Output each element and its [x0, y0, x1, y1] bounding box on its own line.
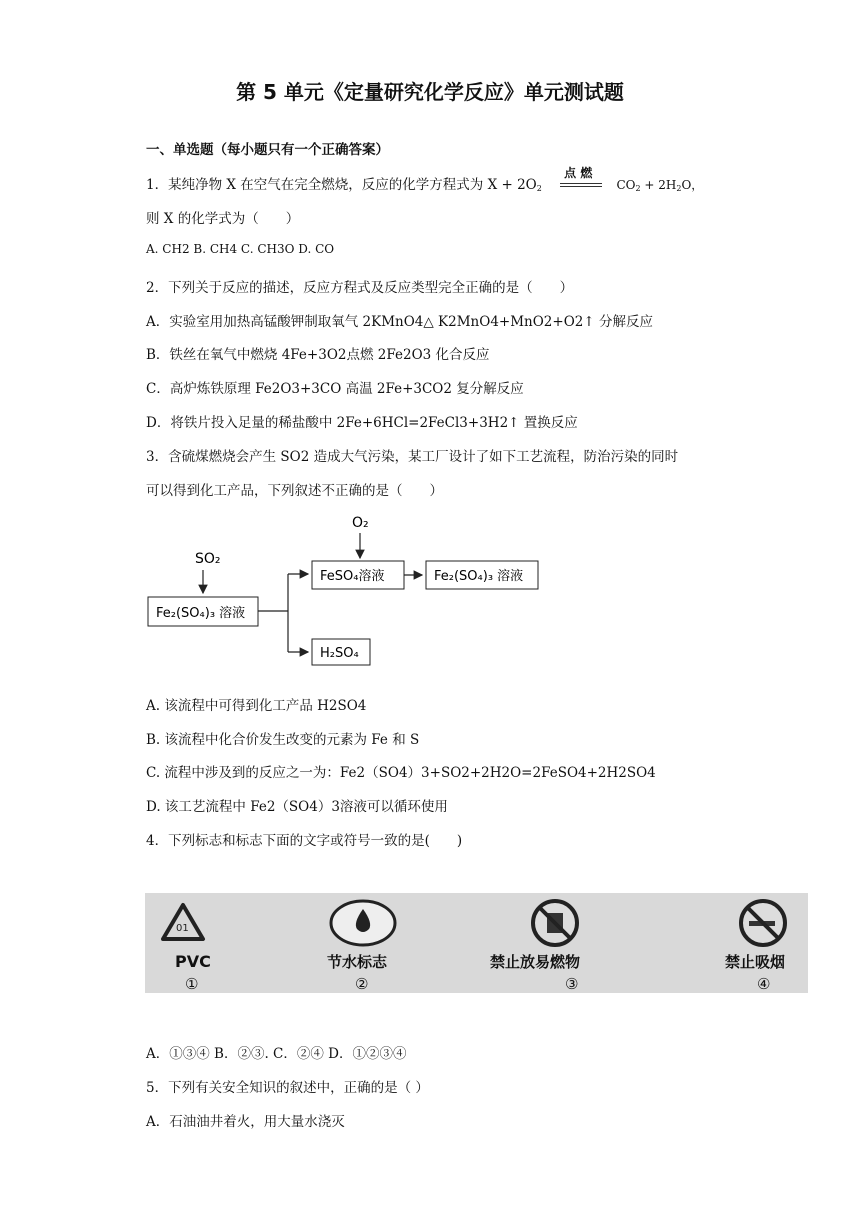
sign-3-number: ③	[565, 975, 579, 993]
question-3-stem-cont: 可以得到化工产品，下列叙述不正确的是（ ）	[146, 483, 443, 499]
question-1-stem-cont: 则 X 的化学式为（ ）	[146, 211, 300, 227]
question-5-stem: 5．下列有关安全知识的叙述中，正确的是（ ）	[146, 1080, 429, 1096]
sign-4-number: ④	[757, 975, 771, 993]
water-drop-icon	[331, 901, 395, 945]
no-flammable-icon	[533, 901, 577, 945]
box-fe2so43-start-label: Fe₂(SO₄)₃ 溶液	[156, 606, 246, 621]
equals-arrow	[560, 183, 602, 187]
sign-4-label: 禁止吸烟	[725, 953, 786, 971]
question-3-option-d: D. 该工艺流程中 Fe2（SO4）3溶液可以循环使用	[146, 799, 448, 815]
question-3-stem: 3．含硫煤燃烧会产生 SO2 造成大气污染，某工厂设计了如下工艺流程，防治污染的同时	[146, 449, 679, 465]
recycle-icon	[163, 905, 203, 939]
question-3-option-c: C. 流程中涉及到的反应之一为：Fe2（SO4）3+SO2+2H2O=2FeSO4+2H2SO4	[146, 765, 656, 781]
reaction-condition: 点 燃	[560, 177, 602, 193]
box-feso4-label: FeSO₄溶液	[320, 569, 385, 584]
so2-label: SO₂	[195, 551, 221, 567]
sign-1-number: ①	[185, 975, 199, 993]
question-5-option-a: A．石油油井着火，用大量水浇灭	[146, 1114, 345, 1130]
question-1-stem: 1．某纯净物 X 在空气在完全燃烧，反应的化学方程式为 $X + 2O_2$ 点 燃 $CO_2 + 2H_2O$，	[146, 166, 704, 193]
question-4-options: A．①③④ B．②③. C．②④ D．①②③④	[146, 1046, 407, 1062]
signs-image	[145, 893, 808, 993]
svg-text:01: 01	[176, 923, 189, 934]
sign-3-label: 禁止放易燃物	[490, 953, 581, 971]
page-title: 第 5 单元《定量研究化学反应》单元测试题	[236, 80, 624, 104]
question-1-options: A. CH2 B. CH4 C. CH3O D. CO	[146, 242, 335, 256]
sign-1-label: PVC	[175, 952, 211, 971]
question-3-option-b: B. 该流程中化合价发生改变的元素为 Fe 和 S	[146, 732, 420, 748]
question-2-option-b: B．铁丝在氧气中燃烧 4Fe+3O2点燃 2Fe2O3 化合反应	[146, 347, 490, 363]
box-fe2so43-end-label: Fe₂(SO₄)₃ 溶液	[434, 569, 524, 584]
question-3-option-a: A. 该流程中可得到化工产品 H2SO4	[146, 698, 367, 714]
question-2-option-d: D．将铁片投入足量的稀盐酸中 2Fe+6HCl=2FeCl3+3H2↑ 置换反应	[146, 415, 578, 431]
question-2-option-c: C．高炉炼铁原理 Fe2O3+3CO 高温 2Fe+3CO2 复分解反应	[146, 381, 524, 397]
process-flow-diagram	[140, 510, 550, 670]
question-2-option-a: A．实验室用加热高锰酸钾制取氧气 2KMnO4△ K2MnO4+MnO2+O2↑ 分解反应	[146, 314, 653, 330]
no-smoking-icon	[741, 901, 785, 945]
box-h2so4-label: H₂SO₄	[320, 646, 359, 661]
sign-2-number: ②	[355, 975, 369, 993]
o2-label: O₂	[352, 515, 369, 531]
section-heading: 一、单选题（每小题只有一个正确答案）	[146, 142, 389, 158]
question-4-stem: 4．下列标志和标志下面的文字或符号一致的是( )	[146, 833, 463, 849]
question-2-stem: 2．下列关于反应的描述，反应方程式及反应类型完全正确的是（ ）	[146, 280, 574, 296]
sign-2-label: 节水标志	[327, 953, 388, 971]
